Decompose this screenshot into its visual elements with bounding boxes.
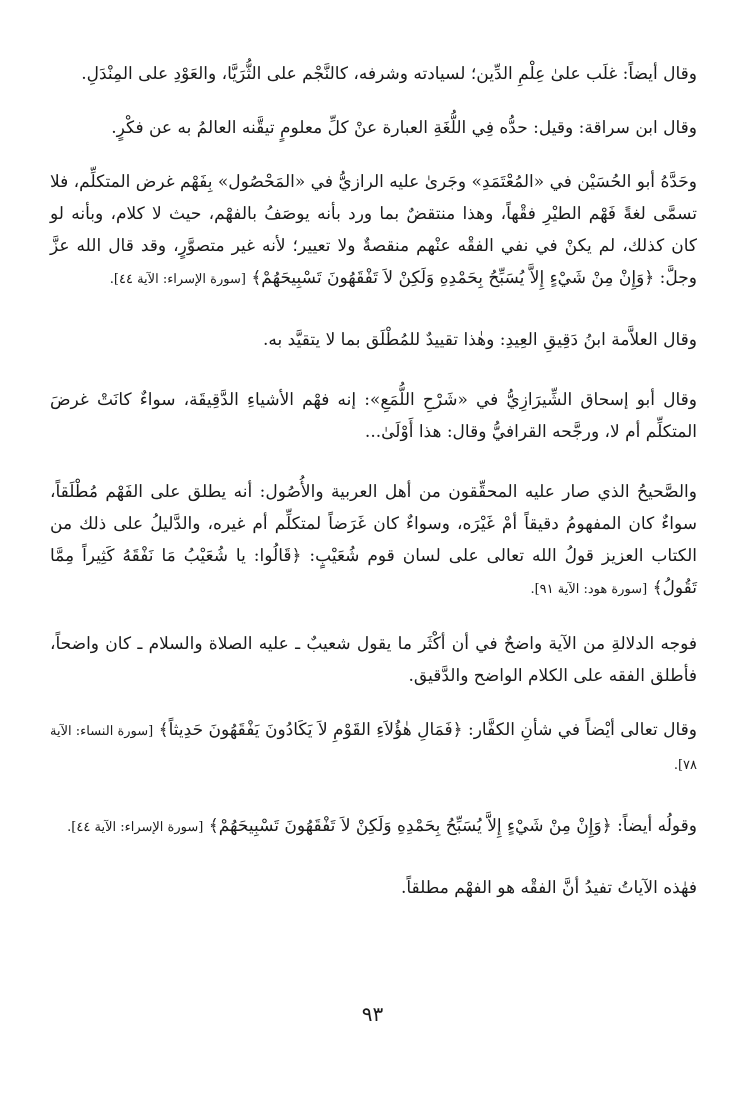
verse-citation: [سورة الإسراء: الآية ٤٤]. — [109, 272, 246, 287]
paragraph: وقولُه أيضاً: ﴿وَإِنْ مِنْ شَيْءٍ إِلاَّ يُسَبِّحُ بِحَمْدِهِ وَلَكِنْ لاَ تَفْقَهُونَ تَسْبِيحَهُمْ﴾ [سورة الإسراء: الآية ٤٤]. — [67, 816, 697, 836]
paragraph: وقال أيضاً: غلَب علىٰ عِلْمِ الدِّين؛ لسيادته وشرفه، كالنَّجْم على الثُّرَيَّا، والعَوْدِ على المِنْدَلِ. — [81, 64, 697, 84]
paragraph: وقال العلاَّمة ابنُ دَقِيقِ العِيدِ: وهٰذا تقييدٌ للمُطْلَق بما لا يتقيَّد به. — [263, 330, 697, 350]
page-number: ٩٣ — [361, 1002, 384, 1026]
page-body — [50, 58, 697, 904]
paragraph: فهٰذه الآياتُ تفيدُ أنَّ الفقْه هو الفهْم مطلقاً. — [400, 878, 697, 898]
paragraph: وقال تعالى أيْضاً في شأنِ الكفَّار: ﴿فَمَالِ هٰؤُلاَءِ القَوْمِ لاَ يَكَادُونَ يَفْقَهُونَ حَدِيثاً﴾ [سورة النساء: الآية ٧٨]. — [50, 720, 697, 773]
verse-citation: [سورة هود: الآية ٩١]. — [530, 582, 648, 597]
paragraph: وقال ابن سراقة: وقيل: حدُّه فِي اللُّغَةِ العبارة عنْ كلِّ معلومٍ تيقَّنه العالمُ به عن فكْرٍ. — [111, 118, 697, 138]
paragraph: وحَدَّهُ أبو الحُسَيْن في «المُعْتَمَدِ» وجَرىٰ عليه الرازيُّ في «المَحْصُول» بِفَهْم غرض المتكلِّم، فلا تسمَّى لغةً فَهْم الطيْرِ فقْهاً، وهذا منتقضٌ بما ورد بأنه يوصَفُ بالفهْم، حيث لا كلام، وبأنه لو كان كذلك، لم يكنْ في نفي الفقْه عنْهم منقصةٌ ولا تعيير؛ لأنه غير متصوَّرٍ، وقد قال الله عزَّ وجلَّ: ﴿وَإِنْ مِنْ شَيْءٍ إِلاَّ يُسَبِّحُ بِحَمْدِهِ وَلَكِنْ لاَ تَفْقَهُونَ تَسْبِيحَهُمْ﴾ [سورة الإسراء: الآية ٤٤]. — [50, 172, 697, 288]
verse-citation: [سورة الإسراء: الآية ٤٤]. — [67, 820, 204, 835]
paragraph: وقال أبو إسحاق الشِّيرَازِيُّ في «شَرْحِ اللُّمَعِ»: إنه فهْم الأشياءِ الدَّقِيقَة، سواءٌ كانَتْ غرضَ المتكلِّم أم لا، ورجَّحه القرافيُّ وقال: هذا أَوْلَىٰ... — [50, 390, 697, 442]
verse-citation: [سورة النساء: الآية ٧٨]. — [50, 724, 697, 773]
paragraph: فوجه الدلالةِ من الآية واضحٌ في أن أكْثَر ما يقول شعيبٌ ـ عليه الصلاة والسلام ـ كان واضحاً، فأطلق الفقه على الكلام الواضح والدَّقيق. — [50, 634, 697, 686]
paragraph: والصَّحيحُ الذي صار عليه المحقِّقون من أهل العربية والأُصُول: أنه يطلق على الفَهْم مُطْلَقاً، سواءٌ كان المفهومُ دقيقاً أمْ غَيْرَه، وسواءٌ كان غَرَضاً لمتكلِّم أم غيره، والدَّليلُ على ذلك من الكتاب العزيز قولُ الله تعالى على لسان قوم شُعَيْبٍ: ﴿قَالُوا: يا شُعَيْبُ مَا نَفْقَهُ كَثِيراً مِمَّا تَقُولُ﴾ [سورة هود: الآية ٩١]. — [50, 482, 697, 598]
